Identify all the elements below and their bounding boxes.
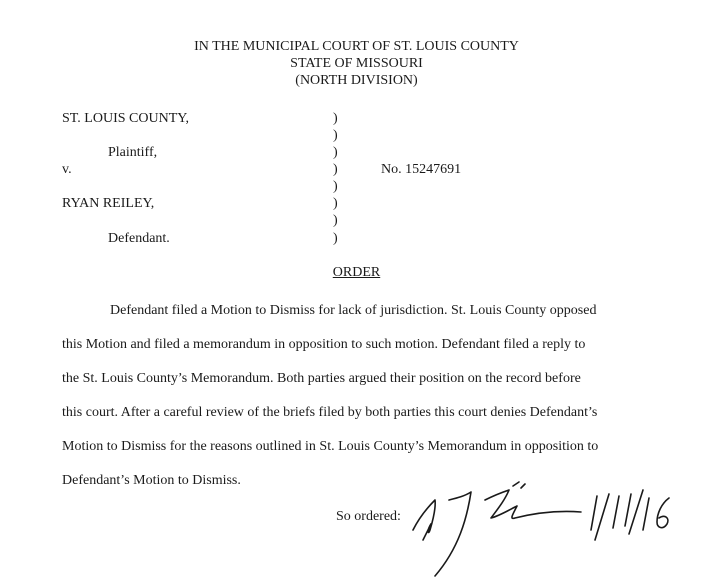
handwritten-date [591, 490, 669, 540]
caption-bracket: ) [333, 145, 338, 160]
body-line: Defendant filed a Motion to Dismiss for lack of jurisdiction. St. Louis County opposed [110, 303, 597, 318]
body-line: the St. Louis County’s Memorandum. Both parties argued their position on the record before [62, 371, 581, 386]
body-line: this Motion and filed a memorandum in opposition to such motion. Defendant filed a reply to [62, 337, 586, 352]
plaintiff-role: Plaintiff, [108, 145, 158, 160]
body-line: this court. After a careful review of the briefs filed by both parties this court denies Defendant’s [62, 405, 598, 420]
court-caption-line-1: IN THE MUNICIPAL COURT OF ST. LOUIS COUNTY [194, 39, 519, 54]
so-ordered-label: So ordered: [336, 509, 401, 524]
body-line: Motion to Dismiss for the reasons outlined in St. Louis County’s Memorandum in opposition to [62, 439, 599, 454]
caption-bracket: ) [333, 213, 338, 228]
caption-bracket: ) [333, 231, 338, 246]
order-heading: ORDER [332, 265, 381, 280]
court-caption-line-2: STATE OF MISSOURI [290, 56, 423, 71]
caption-bracket: ) [333, 162, 338, 177]
versus-label: v. [62, 162, 72, 177]
plaintiff-name: ST. LOUIS COUNTY, [62, 111, 190, 126]
defendant-name: RYAN REILEY, [62, 196, 155, 211]
body-line: Defendant’s Motion to Dismiss. [62, 473, 241, 488]
caption-bracket: ) [333, 196, 338, 211]
caption-bracket: ) [333, 128, 338, 143]
case-number: No. 15247691 [381, 162, 462, 177]
caption-bracket: ) [333, 179, 338, 194]
defendant-role: Defendant. [108, 231, 170, 246]
judge-signature [405, 478, 695, 578]
caption-bracket: ) [333, 111, 338, 126]
court-caption-line-3: (NORTH DIVISION) [295, 73, 418, 88]
